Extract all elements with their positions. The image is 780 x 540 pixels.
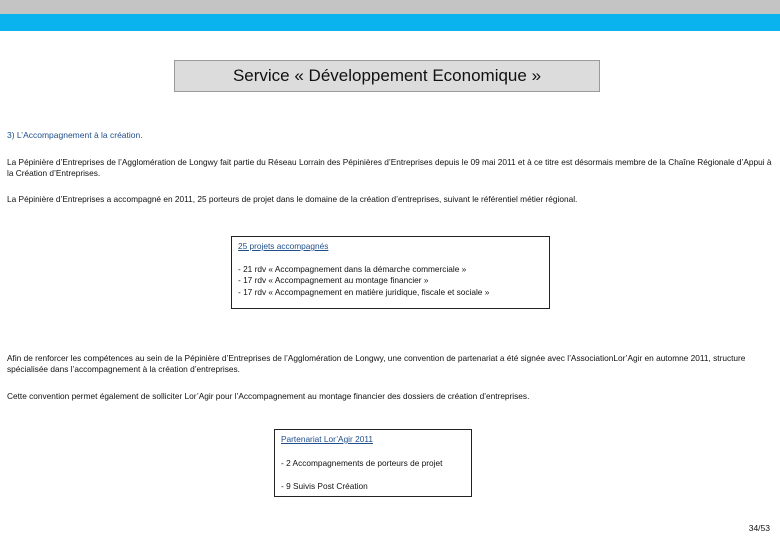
partnership-box-item: - 2 Accompagnements de porteurs de projet <box>281 457 443 468</box>
partnership-box-title: Partenariat Lor’Agir 2011 <box>281 434 373 444</box>
paragraph-network-membership: La Pépinière d’Entreprises de l’Agglomération de Longwy fait partie du Réseau Lorrain des Pépinières d’Entreprises depuis le 09 mai 2011 et à ce titre est désormais membre de la Chaîne Régionale d’Appui à la Création d’Entreprises. <box>7 157 772 178</box>
partnership-box-item: - 9 Suivis Post Création <box>281 481 368 491</box>
projects-box <box>231 236 550 309</box>
spacer <box>281 469 465 481</box>
top-gray-bar <box>0 0 780 14</box>
page-title: Service « Développement Economique » <box>232 66 542 85</box>
spacer <box>281 446 465 458</box>
paragraph-projects-2011: La Pépinière d’Entreprises a accompagné en 2011, 25 porteurs de projet dans le domaine de la création d’entreprises, suivant le référentiel métier régional. <box>7 194 578 204</box>
projects-box-item: - 17 rdv « Accompagnement au montage financier » <box>238 275 429 285</box>
top-blue-bar <box>0 14 780 31</box>
projects-box-item: - 17 rdv « Accompagnement en matière juridique, fiscale et sociale » <box>238 286 490 297</box>
partnership-box <box>274 429 472 497</box>
projects-box-item: - 21 rdv « Accompagnement dans la démarche commerciale » <box>238 263 467 274</box>
section-heading: 3) L’Accompagnement à la création. <box>7 130 143 140</box>
paragraph-partnership-convention: Afin de renforcer les compétences au sein de la Pépinière d’Entreprises de l’Agglomération de Longwy, une convention de partenariat a été signée avec l’AssociationLor’Agir en automne 2011, structure spécialisée dans l’accompagnement à la création d’entreprises. <box>7 353 746 374</box>
page-number: 34/53 <box>748 523 770 533</box>
spacer <box>238 253 543 264</box>
page-title-box <box>174 60 600 92</box>
paragraph-financial-support: Cette convention permet également de solliciter Lor’Agir pour l’Accompagnement au montage financier des dossiers de création d’entreprises. <box>7 391 530 401</box>
projects-box-title: 25 projets accompagnés <box>238 241 329 251</box>
